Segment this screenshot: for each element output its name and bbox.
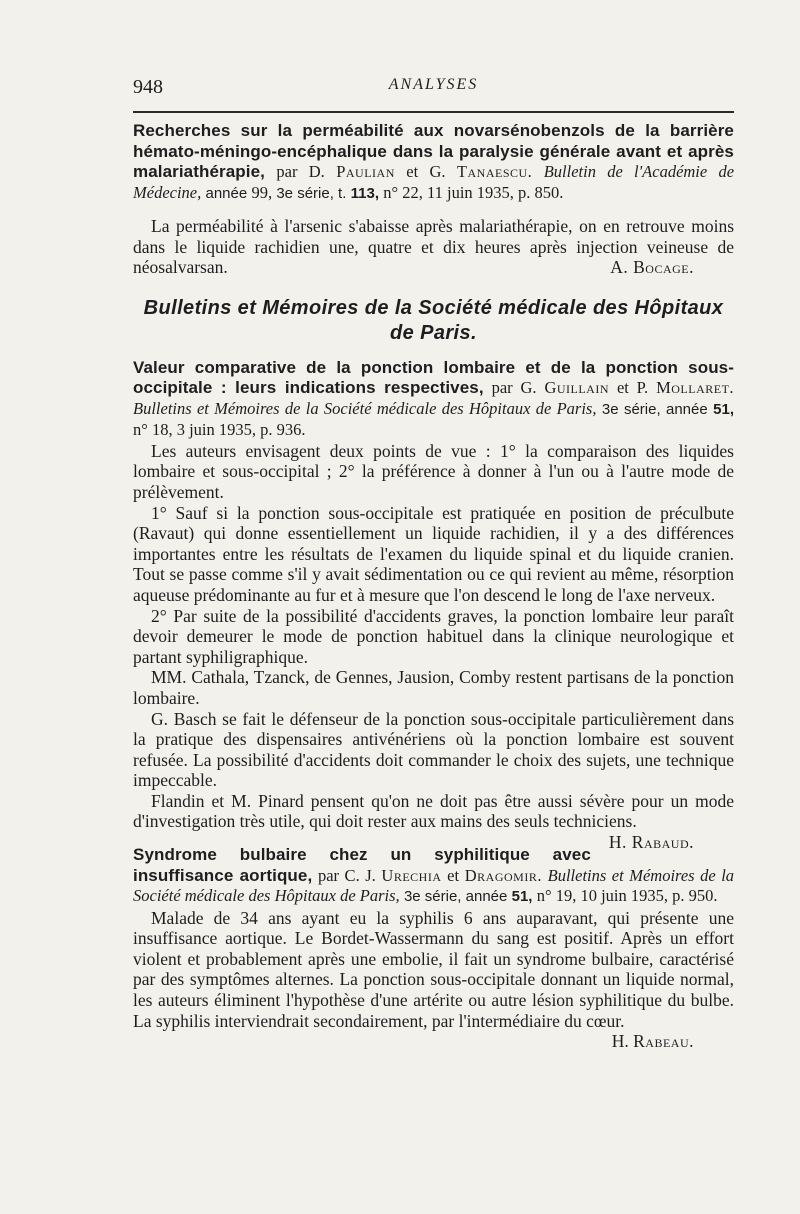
article-2-paragraph: G. Basch se fait le défenseur de la ponction sous-occipitale particulièrement dans la pratique des dispensaires antivénériens où la ponction lombaire est souvent refusée. La possibilité d'accidents doit commander le choix des sujets, une technique impeccable.	[133, 708, 734, 791]
article-2-paragraph: MM. Cathala, Tzanck, de Gennes, Jausion, Comby restent partisans de la ponction lombaire.	[133, 667, 734, 708]
article-3-author-1: Urechia	[381, 865, 442, 885]
article-1-serie: 3e série, t.	[276, 184, 347, 202]
article-2-serie: 3e série, année	[601, 400, 708, 418]
article-1-body-text: La perméabilité à l'arsenic s'abaisse après malariathérapie, on en retrouve moins dans le liquide rachidien une, quatre et dix heures après injection veineuse de néosalvarsan.	[133, 216, 734, 278]
article-3-et: et	[447, 865, 460, 885]
article-2-title: Valeur comparative de la ponction lombaire et de la ponction sous-occipitale : leurs indications respectives,	[133, 357, 734, 398]
article-2-paragraph: 2° Par suite de la possibilité d'accidents graves, la ponction lombaire leur paraît devoir demeurer le mode de ponction habituel dans la clinique neurologique et partant syphiligraphique.	[133, 605, 734, 667]
article-1-number: n° 22, 11 juin 1935, p. 850.	[383, 182, 564, 202]
article-1-heading	[133, 121, 734, 204]
article-1-et: et G.	[406, 162, 446, 181]
article-2-author-2: Mollaret.	[656, 378, 735, 398]
article-2-number: n° 18, 3 juin 1935, p. 936.	[133, 420, 306, 440]
article-2-paragraph: Les auteurs envisagent deux points de vue : 1° la comparaison des liquides lombaire et sous-occipital ; 2° la préférence à donner à l'un ou à l'autre mode de prélèvement.	[133, 440, 734, 502]
article-3-title: Syndrome bulbaire chez un syphilitique avec insuffisance aortique,	[133, 845, 591, 885]
page-number: 948	[133, 76, 163, 98]
article-2-journal: Bulletins et Mémoires de la Société médicale des Hôpitaux de Paris,	[133, 398, 597, 418]
article-1-year-vol: 99,	[251, 182, 273, 202]
article-2-et: et P.	[616, 378, 649, 398]
header-rule	[133, 111, 734, 113]
article-3-par: par C. J.	[317, 865, 376, 885]
article-1-title: Recherches sur la perméabilité aux novarsénobenzols de la barrière hémato-méningo-encéphalique dans la paralysie générale avant et après malariathérapie,	[133, 121, 734, 181]
article-2-last-paragraph	[133, 790, 734, 853]
article-2-year: 51,	[713, 400, 734, 418]
running-title: ANALYSES	[388, 76, 479, 93]
article-3-signature-initial: H.	[611, 1031, 629, 1052]
article-1-journal: Bulletin de l'Académie de Médecine,	[133, 162, 735, 202]
article-1-par: par D.	[276, 162, 325, 181]
article-2-paragraph: 1° Sauf si la ponction sous-occipitale est pratiquée en position de préculbute (Ravaut) qui donne essentiellement un liquide rachidien, il y a des différences importantes entre les résultats de l'examen du liquide spinal et du liquide cranien. Tout se passe comme s'il y avait sédimentation ou ce qui revient au même, résorption aqueuse prédominante au fur et à mesure que l'on descend le long de l'axe nerveux.	[133, 502, 734, 605]
article-3-heading	[133, 845, 734, 908]
article-1-tome: 113,	[350, 184, 380, 202]
page-content	[133, 121, 734, 1052]
article-2-signature	[591, 832, 694, 853]
article-1-author-2: Tanaescu.	[456, 162, 533, 181]
article-2-signature-name: Rabaud.	[631, 832, 694, 853]
article-3-serie: 3e série, année	[403, 888, 508, 906]
article-3-signature-name: Rabeau.	[633, 1031, 694, 1052]
article-2-heading	[133, 358, 734, 441]
article-3-number: n° 19, 10 juin 1935, p. 950.	[536, 886, 718, 906]
article-1-annee: année	[205, 184, 248, 202]
article-2-signature-initial: H.	[608, 832, 627, 853]
article-1-signature-initial: A.	[610, 257, 629, 278]
article-2-author-1: Guillain	[544, 378, 610, 398]
article-1-author-1: Paulian	[336, 162, 395, 181]
page-header	[133, 76, 734, 104]
article-3-author-2: Dragomir.	[464, 865, 542, 885]
article-3-journal: Bulletins et Mémoires de la Société médicale des Hôpitaux de Paris,	[133, 865, 735, 906]
article-3-signature	[133, 1031, 734, 1052]
section-title: Bulletins et Mémoires de la Société médicale des Hôpitaux de Paris.	[143, 296, 724, 344]
article-3-year: 51,	[511, 888, 533, 906]
article-3-body: Malade de 34 ans ayant eu la syphilis 6 ans auparavant, qui présente une insuffisance aortique. Le Bordet-Wassermann du sang est positif. Après un effort violent et probablement après une embolie, il fait un syndrome bulbaire, caractérisé par des symptômes alternes. La ponction sous-occipitale donnant un liquide normal, les auteurs éliminent l'hypothèse d'une artérite ou autre lésion syphilitique du bulbe. La syphilis interviendrait secondairement, par l'intermédiaire du cœur.	[133, 907, 734, 1031]
article-1-signature	[592, 257, 694, 278]
article-2-par: par G.	[491, 378, 537, 398]
article-2-last-paragraph-text: Flandin et M. Pinard pensent qu'on ne doit pas être aussi sévère pour un mode d'investigation très utile, qui doit rester aux mains des seuls techniciens.	[133, 790, 734, 832]
article-1-body	[133, 216, 734, 278]
article-1-signature-name: Bocage.	[633, 257, 694, 278]
